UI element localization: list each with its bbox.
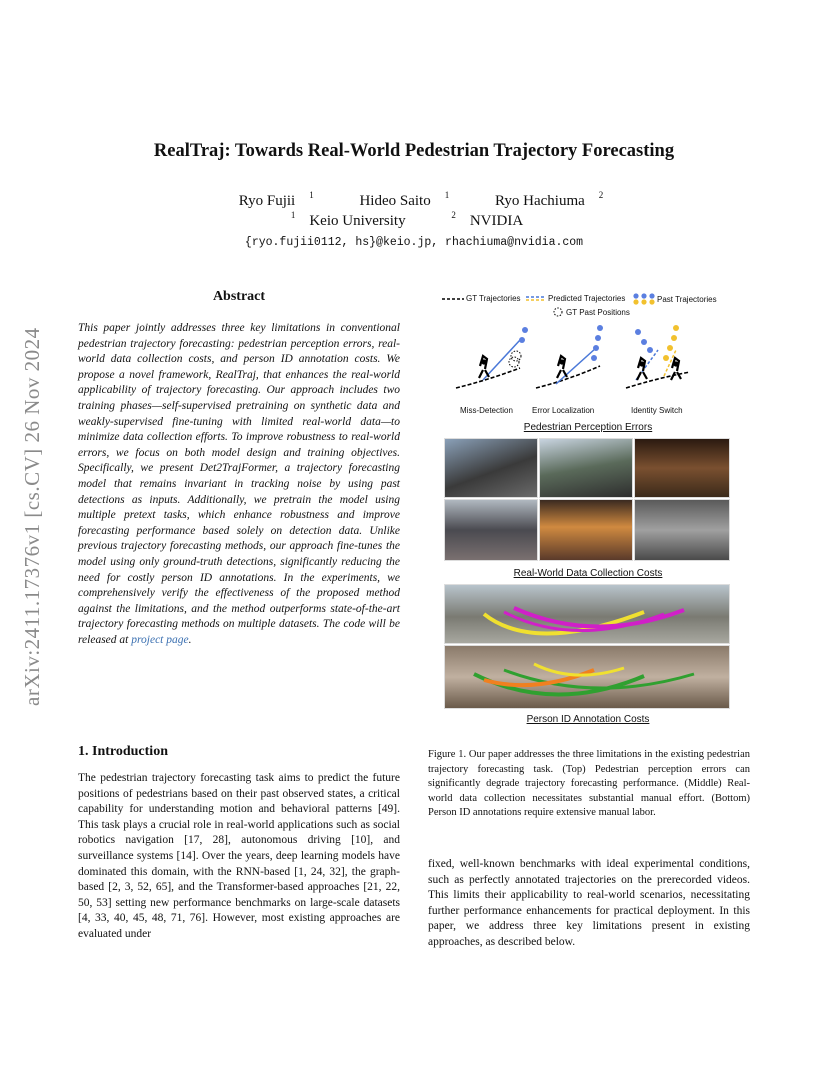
figure-1 — [428, 288, 748, 738]
scene-photo — [634, 499, 730, 561]
label-error-localization: Error Localization — [532, 406, 595, 415]
section-heading: 1. Introduction — [78, 744, 168, 759]
author: Ryo Fujii $^1$ — [238, 190, 314, 209]
affiliation: $^1$ Keio University — [290, 210, 406, 229]
abstract-body: This paper jointly addresses three key limitations in conventional pedestrian trajectory forecasting: pedestrian perception errors, real-world data collection costs, and person ID annotation costs. We propose a novel framework, RealTraj, that enhances the real-world applicability of trajectory forecasting. Our approach includes two training phases—self-supervised pretraining on synthetic data and weakly-supervised fine-tuning with limited real-world data—to minimize data collection efforts. To improve robustness to real-world errors, we focus on both model design and training objectives. Specifically, we present Det2TrajFormer, a trajectory forecasting model that remains invariant in tracking noise by using past detections as inputs. Additionally, we pretrain the model using multiple pretext tasks, which enhance robustness and improve forecasting performance based solely on detection data. Unlike previous trajectory forecasting methods, our approach fine-tunes the model using only ground-truth detections, significantly reducing the need for costly person ID annotations. In the experiments, we comprehensively verify the effectiveness of the proposed method against the limitations, and the method outperforms state-of-the-art trajectory forecasting methods on multiple datasets. The code will be released at project page. — [78, 322, 400, 646]
author: Hideo Saito $^1$ — [359, 190, 450, 209]
intro-paragraph: The pedestrian trajectory forecasting task aims to predict the future positions of pedestrians based on their past observed states, a critical capability for understanding motion and behavioral patterns [49]. This task plays a crucial role in real-world applications such as social robotics navigation [17, 28], autonomous driving [10], and surveillance systems [14]. Over the years, deep learning models have dominated this domain, with the RNN-based [1, 24, 32], the graph-based [2, 3, 52, 65], and the Transformer-based approaches [21, 22, 50, 53] setting new performance benchmarks on large-scale datasets [4, 33, 40, 45, 48, 71, 76]. However, most existing approaches are evaluated under — [78, 772, 400, 940]
abstract-heading: Abstract — [212, 289, 266, 304]
legend-gt-trajectories: GT Trajectories — [466, 294, 521, 303]
legend-predicted-trajectories: Predicted Trajectories — [548, 294, 626, 303]
section-label-id-annotation: Person ID Annotation Costs — [526, 714, 650, 725]
label-miss-detection: Miss-Detection — [460, 406, 513, 415]
section-label-data-collection: Real-World Data Collection Costs — [513, 568, 663, 579]
author: Ryo Hachiuma $^2$ — [494, 190, 604, 209]
author-list — [0, 190, 828, 210]
affiliation: $^2$ NVIDIA — [451, 210, 524, 229]
label-identity-switch: Identity Switch — [631, 406, 683, 415]
scene-photo — [444, 499, 538, 561]
legend-gt-past-positions: GT Past Positions — [566, 308, 630, 317]
scene-photo — [634, 438, 730, 498]
scene-photo — [539, 438, 633, 498]
body-paragraph-right: fixed, well-known benchmarks with ideal experimental conditions, such as perfectly annotated trajectories on the prerecorded videos. This limits their applicability to real-world scenarios, necessitating further performance enhancements for practical deployment. In this paper, we address three key limitations present in existing approaches, as described below. — [428, 858, 750, 948]
affiliations — [0, 210, 828, 230]
figure-caption: Figure 1. Our paper addresses the three limitations in the existing pedestrian trajectory forecasting task. (Top) Pedestrian perception errors can significantly degrade trajectory forecasting performance. (Middle) Real-world data collection necessitates substantial manual effort. (Bottom) Person ID annotations require extensive manual labor. — [428, 749, 750, 818]
paper-title: RealTraj: Towards Real-World Pedestrian Trajectory Forecasting — [153, 141, 675, 161]
legend-past-trajectories: Past Trajectories — [657, 295, 717, 304]
section-label-perception: Pedestrian Perception Errors — [523, 422, 653, 433]
project-page-link[interactable]: project page — [131, 633, 189, 646]
arxiv-stamp: arXiv:2411.17376v1 [cs.CV] 26 Nov 2024 — [20, 327, 44, 706]
author-emails: {ryo.fujii0112, hs}@keio.jp, rhachiuma@nvidia.com — [244, 236, 584, 249]
scene-photo — [539, 499, 633, 561]
id-annotation-arrows — [444, 584, 728, 708]
scene-photo — [444, 438, 538, 498]
